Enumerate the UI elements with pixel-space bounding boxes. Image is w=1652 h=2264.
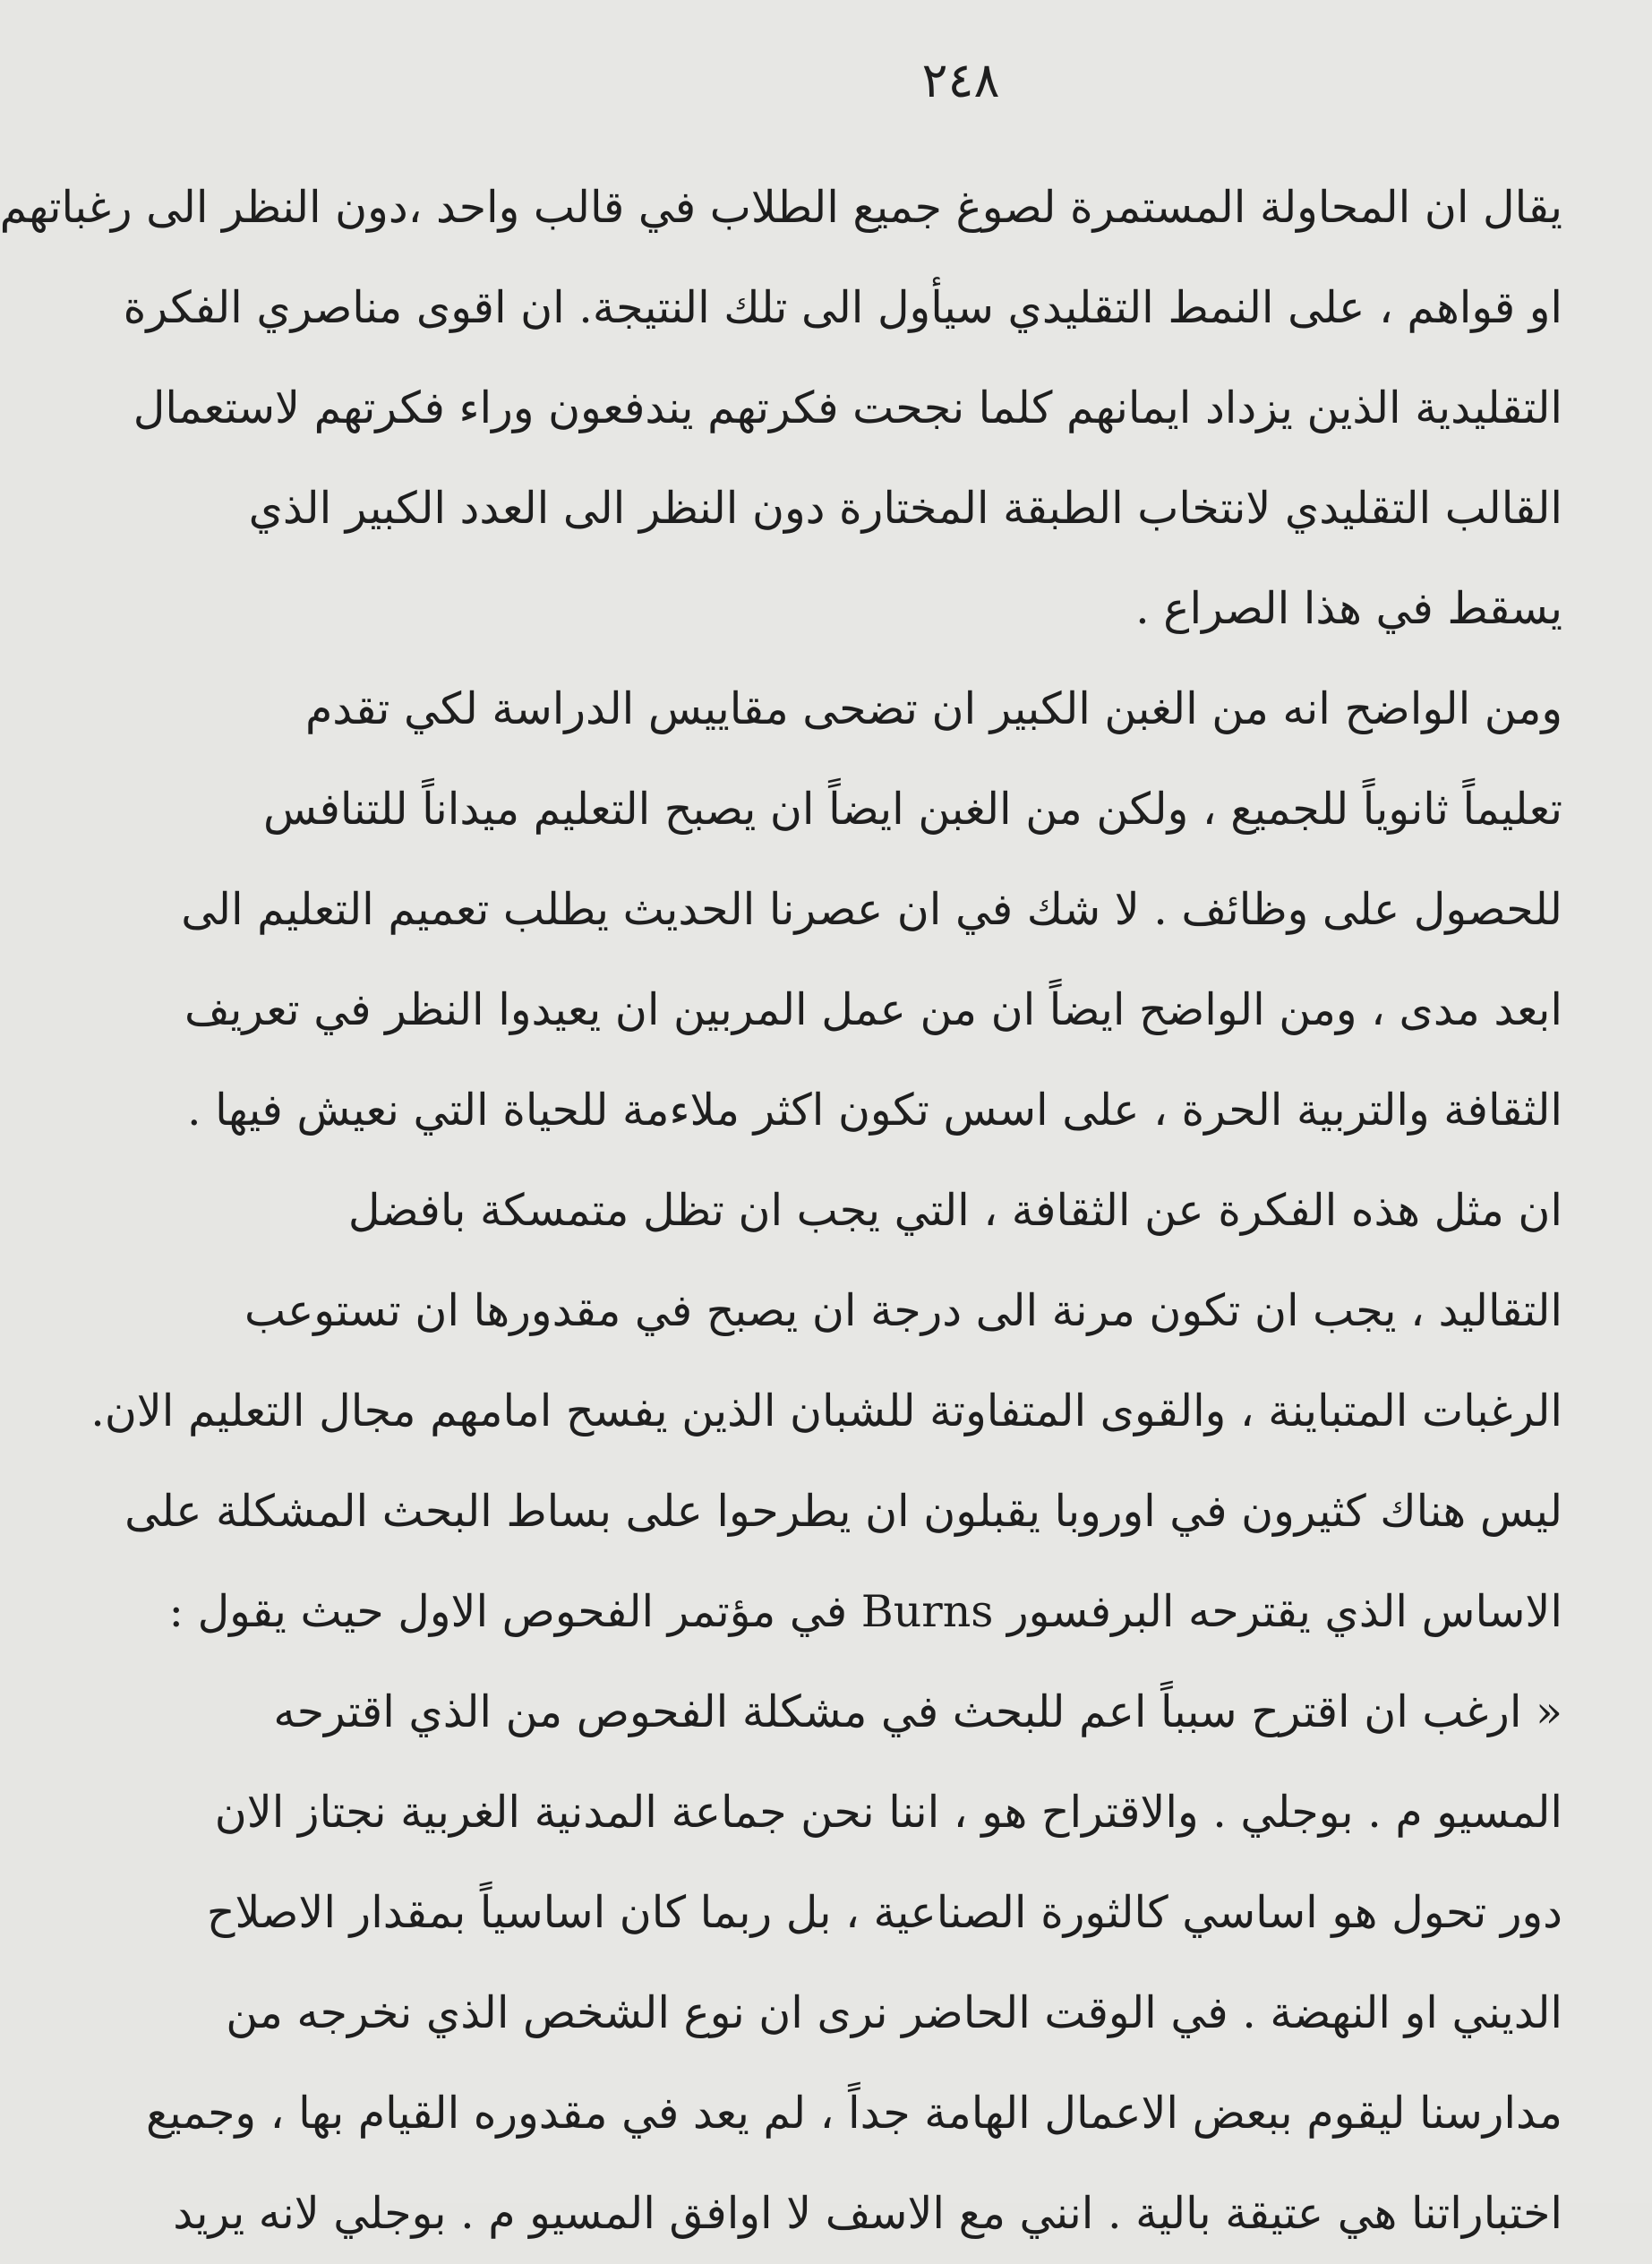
body-text — [0, 158, 1562, 2264]
text-line: يقال ان المحاولة المستمرة لصوغ جميع الطلاب في قالب واحد ،دون النظر الى رغباتهم — [0, 182, 1562, 233]
text-line: للحصول على وظائف . لا شك في ان عصرنا الحديث يطلب تعميم التعليم الى — [181, 884, 1562, 935]
text-line: الديني او النهضة . في الوقت الحاضر نرى ان نوع الشخص الذي نخرجه من — [226, 1987, 1562, 2038]
text-line: مدارسنا ليقوم ببعض الاعمال الهامة جداً ، لم يعد في مقدوره القيام بها ، وجميع — [145, 2088, 1562, 2139]
text-line: او قواهم ، على النمط التقليدي سيأول الى تلك النتيجة. ان اقوى مناصري الفكرة — [123, 282, 1562, 333]
text-line: التقاليد ، يجب ان تكون مرنة الى درجة ان يصبح في مقدورها ان تستوعب — [244, 1285, 1562, 1336]
text-line: دور تحول هو اساسي كالثورة الصناعية ، بل ربما كان اساسياً بمقدار الاصلاح — [206, 1887, 1562, 1938]
text-line: الرغبات المتباينة ، والقوى المتفاوتة للشبان الذين يفسح امامهم مجال التعليم الان. — [90, 1385, 1562, 1436]
page-number: ٢٤٨ — [921, 52, 1000, 108]
text-line: يسقط في هذا الصراع . — [1135, 583, 1562, 634]
text-line: المسيو م . بوجلي . والاقتراح هو ، اننا نحن جماعة المدنية الغربية نجتاز الان — [214, 1787, 1562, 1838]
text-line: ليس هناك كثيرون في اوروبا يقبلون ان يطرحوا على بساط البحث المشكلة على — [124, 1486, 1562, 1537]
text-line: ومن الواضح انه من الغبن الكبير ان تضحى مقاييس الدراسة لكي تقدم — [304, 683, 1562, 734]
text-line: « ارغب ان اقترح سبباً اعم للبحث في مشكلة الفحوص من الذي اقترحه — [273, 1686, 1562, 1737]
text-line: الثقافة والتربية الحرة ، على اسس تكون اكثر ملاءمة للحياة التي نعيش فيها . — [186, 1085, 1562, 1136]
text-line: التقليدية الذين يزداد ايمانهم كلما نجحت فكرتهم يندفعون وراء فكرتهم لاستعمال — [133, 382, 1562, 433]
text-line: تعليماً ثانوياً للجميع ، ولكن من الغبن ايضاً ان يصبح التعليم ميداناً للتنافس — [263, 784, 1562, 835]
text-line: القالب التقليدي لانتخاب الطبقة المختارة دون النظر الى العدد الكبير الذي — [248, 483, 1562, 534]
text-line: ان مثل هذه الفكرة عن الثقافة ، التي يجب ان تظل متمسكة بافضل — [347, 1185, 1562, 1236]
text-line: اختباراتنا هي عتيقة بالية . انني مع الاسف لا اوافق المسيو م . بوجلي لانه يريد — [173, 2188, 1562, 2239]
text-line: الاساس الذي يقترحه البرفسور Burns في مؤتمر الفحوص الاول حيث يقول : — [168, 1586, 1562, 1637]
text-line: ابعد مدى ، ومن الواضح ايضاً ان من عمل المربين ان يعيدوا النظر في تعريف — [184, 984, 1562, 1035]
